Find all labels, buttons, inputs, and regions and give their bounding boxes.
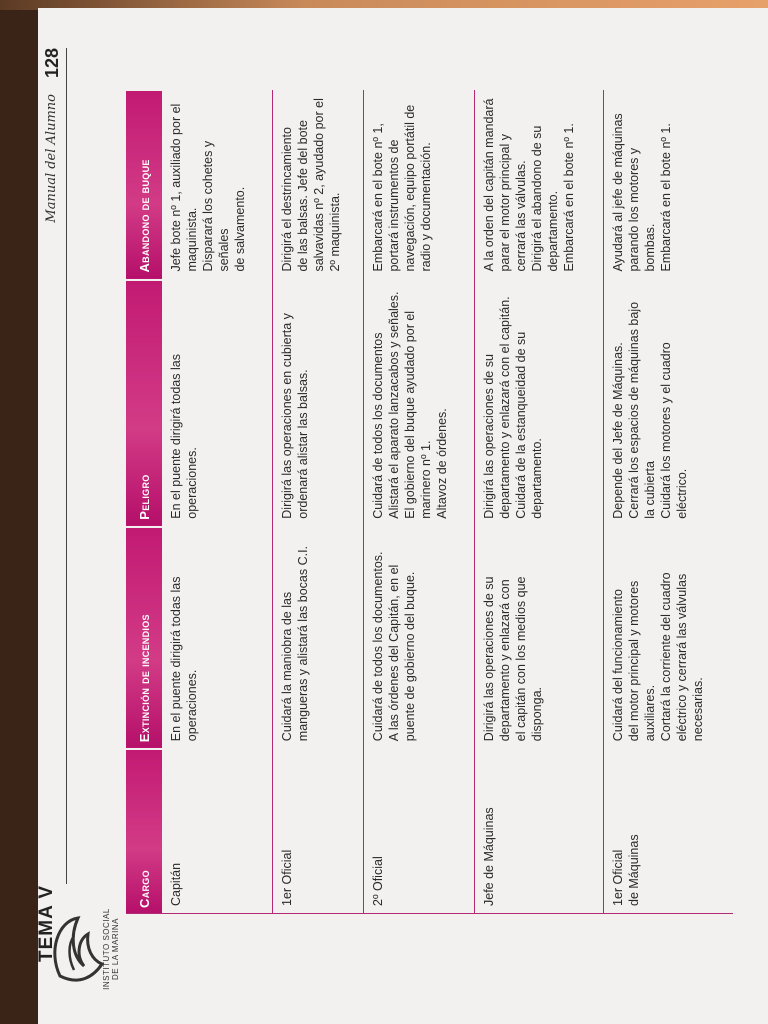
cell-cargo: Jefe de Máquinas — [474, 749, 604, 914]
cell-abandono: Dirigirá el destrincamiento de las balsas. Jefe del bote salvavidas nº 2, ayudado por el 2º maquinista. — [272, 90, 364, 280]
table-row — [162, 90, 272, 914]
cell-abandono: Jefe bote nº 1, auxiliado por el maquinista. Disparará los cohetes y señales de salvamento. — [162, 90, 272, 280]
cell-extincion: En el puente dirigirá todas las operaciones. — [162, 527, 272, 749]
rotated-page-content — [38, 8, 768, 1024]
manual-title: Manual del Alumno — [44, 94, 59, 223]
header-peligro: Peligro — [126, 280, 162, 527]
cell-cargo: 1er Oficial de Máquinas — [611, 834, 642, 906]
table-header-row — [126, 90, 162, 914]
cell-extincion: Dirigirá las operaciones de su departamento y enlazará con el capitán con los medios que disponga. — [474, 527, 604, 749]
cell-peligro: En el puente dirigirá todas las operaciones. — [162, 280, 272, 527]
page-number: 128 — [42, 48, 62, 79]
cell-extincion: Cuidará de todos los documentos. A las órdenes del Capitán, en el puente de gobierno del buque. — [364, 527, 475, 749]
table-row — [272, 90, 364, 914]
cell-extincion: Cuidará la maniobra de las mangueras y alistará las bocas C.I. — [272, 527, 364, 749]
cell-cargo: 2º Oficial — [364, 749, 475, 914]
table-row — [604, 90, 733, 914]
table-left-rule — [126, 913, 733, 914]
logo-text: INSTITUTO SOCIAL DE LA MARINA — [102, 908, 120, 990]
cell-peligro: Cuidará de todos los documentos Alistará el aparato lanzacabos y señales. El gobierno del buque ayudado por el marinero nº 1. Altavoz de órdenes. — [364, 280, 475, 527]
cell-cargo: Capitán — [162, 749, 272, 914]
cell-cargo: 1er Oficial — [272, 749, 364, 914]
table-row — [474, 90, 604, 914]
table-row — [364, 90, 475, 914]
document-page — [38, 8, 768, 1024]
cell-peligro: Dirigirá las operaciones de su departamento y enlazará con el capitán. Cuidará de la estanqueidad de su departamento. — [474, 280, 604, 527]
cell-peligro: Dirigirá las operaciones en cubierta y ordenará alistar las balsas. — [272, 280, 364, 527]
cell-peligro: Depende del Jefe de Máquinas. Cerrará los espacios de máquinas bajo la cubierta Cuidará los motores y el cuadro eléctrico. — [611, 301, 690, 519]
cell-abandono: Ayudará al jefe de máquinas parando los motores y bombas. Embarcará en el bote nº 1. — [611, 113, 674, 272]
header-cargo: Cargo — [126, 749, 162, 914]
header-abandono: Abandono de buque — [126, 90, 162, 280]
tema-label: TEMA V — [36, 884, 57, 962]
cell-abandono: A la orden del capitán mandará parar el motor principal y cerrará las válvulas. Dirigirá el abandono de su departamento. Embarcará en el bote nº 1. — [474, 90, 604, 280]
cell-abandono: Embarcará en el bote nº 1, portará instrumentos de navegación, equipo portátil de radio y documentación. — [364, 90, 475, 280]
cell-extincion: Cuidará del funcionamiento del motor principal y motores auxiliares. Cortará la corriente del cuadro eléctrico y cerrará las válvulas necesarias. — [611, 572, 706, 742]
header-rule — [66, 48, 67, 884]
header-extincion: Extinción de incendios — [126, 527, 162, 749]
duties-table — [126, 89, 733, 914]
